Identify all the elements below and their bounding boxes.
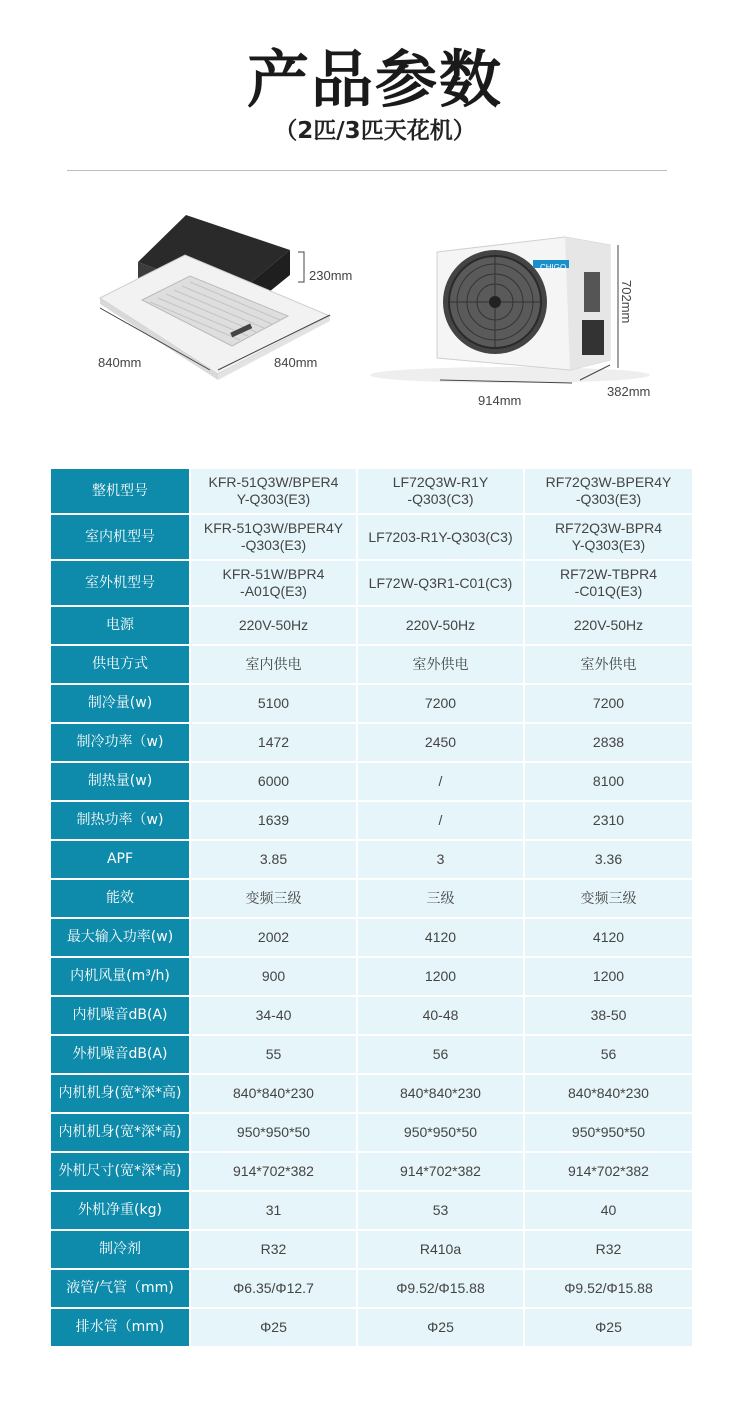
table-cell: 室外供电 bbox=[358, 646, 525, 683]
table-cell: RF72Q3W-BPER4Y -Q303(E3) bbox=[525, 469, 692, 513]
row-label: 内机机身(宽*深*高) bbox=[51, 1075, 191, 1112]
row-label: 制热功率（w) bbox=[51, 802, 191, 839]
indoor-height-label: 230mm bbox=[309, 268, 353, 283]
row-label: 制冷功率（w) bbox=[51, 724, 191, 761]
row-label: 外机尺寸(宽*深*高) bbox=[51, 1153, 191, 1190]
table-cell: 840*840*230 bbox=[525, 1075, 692, 1112]
table-cell: KFR-51Q3W/BPER4 Y-Q303(E3) bbox=[191, 469, 358, 513]
table-cell: 1200 bbox=[525, 958, 692, 995]
table-cell: R32 bbox=[525, 1231, 692, 1268]
table-row bbox=[51, 1036, 692, 1073]
table-cell: 950*950*50 bbox=[525, 1114, 692, 1151]
table-cell: 2450 bbox=[358, 724, 525, 761]
table-cell: 3 bbox=[358, 841, 525, 878]
table-cell: 3.85 bbox=[191, 841, 358, 878]
product-illustration-area bbox=[0, 190, 750, 420]
row-label: 制热量(w) bbox=[51, 763, 191, 800]
row-label: 室外机型号 bbox=[51, 561, 191, 605]
table-cell: 38-50 bbox=[525, 997, 692, 1034]
spec-table bbox=[51, 467, 692, 1348]
row-label: 外机净重(kg) bbox=[51, 1192, 191, 1229]
table-cell: 900 bbox=[191, 958, 358, 995]
table-cell: 950*950*50 bbox=[191, 1114, 358, 1151]
table-cell: 914*702*382 bbox=[191, 1153, 358, 1190]
table-cell: 室内供电 bbox=[191, 646, 358, 683]
table-cell: 变频三级 bbox=[525, 880, 692, 917]
table-row bbox=[51, 802, 692, 839]
table-cell: 变频三级 bbox=[191, 880, 358, 917]
row-label: APF bbox=[51, 841, 191, 878]
table-row bbox=[51, 763, 692, 800]
table-cell: 950*950*50 bbox=[358, 1114, 525, 1151]
table-cell: 8100 bbox=[525, 763, 692, 800]
table-cell: 6000 bbox=[191, 763, 358, 800]
table-cell: 31 bbox=[191, 1192, 358, 1229]
table-row bbox=[51, 469, 692, 513]
table-cell: / bbox=[358, 802, 525, 839]
table-cell: 840*840*230 bbox=[191, 1075, 358, 1112]
table-row bbox=[51, 841, 692, 878]
table-cell: 56 bbox=[358, 1036, 525, 1073]
table-cell: Φ6.35/Φ12.7 bbox=[191, 1270, 358, 1307]
row-label: 液管/气管（mm) bbox=[51, 1270, 191, 1307]
table-cell: 56 bbox=[525, 1036, 692, 1073]
table-cell: / bbox=[358, 763, 525, 800]
row-label: 制冷量(w) bbox=[51, 685, 191, 722]
row-label: 整机型号 bbox=[51, 469, 191, 513]
table-cell: KFR-51W/BPR4 -A01Q(E3) bbox=[191, 561, 358, 605]
table-cell: R410a bbox=[358, 1231, 525, 1268]
page-title: 产品参数 bbox=[246, 43, 503, 116]
table-cell: Φ25 bbox=[358, 1309, 525, 1346]
table-cell: 220V-50Hz bbox=[525, 607, 692, 644]
table-cell: 34-40 bbox=[191, 997, 358, 1034]
table-cell: 1639 bbox=[191, 802, 358, 839]
table-cell: 2002 bbox=[191, 919, 358, 956]
outdoor-height-label: 702mm bbox=[619, 280, 634, 324]
table-row bbox=[51, 919, 692, 956]
table-cell: 914*702*382 bbox=[358, 1153, 525, 1190]
row-label: 室内机型号 bbox=[51, 515, 191, 559]
table-row bbox=[51, 607, 692, 644]
page-subtitle: （2匹/3匹天花机） bbox=[274, 118, 476, 144]
table-cell: 3.36 bbox=[525, 841, 692, 878]
table-cell: 220V-50Hz bbox=[191, 607, 358, 644]
row-label: 排水管（mm) bbox=[51, 1309, 191, 1346]
table-cell: 914*702*382 bbox=[525, 1153, 692, 1190]
table-cell: Φ25 bbox=[525, 1309, 692, 1346]
table-cell: LF72Q3W-R1Y -Q303(C3) bbox=[358, 469, 525, 513]
table-cell: 53 bbox=[358, 1192, 525, 1229]
table-cell: 三级 bbox=[358, 880, 525, 917]
table-cell: 40-48 bbox=[358, 997, 525, 1034]
row-label: 外机噪音dB(A) bbox=[51, 1036, 191, 1073]
table-row bbox=[51, 1270, 692, 1307]
table-cell: 2838 bbox=[525, 724, 692, 761]
spec-table-body bbox=[51, 469, 692, 1346]
table-row bbox=[51, 1153, 692, 1190]
outdoor-brand-label: CHIGO bbox=[540, 263, 567, 272]
table-cell: RF72W-TBPR4 -C01Q(E3) bbox=[525, 561, 692, 605]
table-cell: 7200 bbox=[525, 685, 692, 722]
indoor-width-right-label: 840mm bbox=[274, 355, 318, 370]
table-cell: Φ25 bbox=[191, 1309, 358, 1346]
table-cell: 1200 bbox=[358, 958, 525, 995]
table-cell: KFR-51Q3W/BPER4Y -Q303(E3) bbox=[191, 515, 358, 559]
row-label: 内机噪音dB(A) bbox=[51, 997, 191, 1034]
table-row bbox=[51, 1114, 692, 1151]
table-row bbox=[51, 1075, 692, 1112]
table-cell: R32 bbox=[191, 1231, 358, 1268]
table-row bbox=[51, 880, 692, 917]
table-row bbox=[51, 724, 692, 761]
outdoor-width-label: 914mm bbox=[478, 393, 522, 408]
row-label: 内机风量(m³/h) bbox=[51, 958, 191, 995]
table-cell: LF72W-Q3R1-C01(C3) bbox=[358, 561, 525, 605]
outdoor-depth-label: 382mm bbox=[607, 384, 651, 399]
table-cell: 4120 bbox=[525, 919, 692, 956]
row-label: 电源 bbox=[51, 607, 191, 644]
table-cell: 840*840*230 bbox=[358, 1075, 525, 1112]
table-cell: 7200 bbox=[358, 685, 525, 722]
table-cell: Φ9.52/Φ15.88 bbox=[358, 1270, 525, 1307]
table-row bbox=[51, 1309, 692, 1346]
table-cell: 1472 bbox=[191, 724, 358, 761]
table-cell: Φ9.52/Φ15.88 bbox=[525, 1270, 692, 1307]
table-cell: 55 bbox=[191, 1036, 358, 1073]
table-cell: 4120 bbox=[358, 919, 525, 956]
table-row bbox=[51, 685, 692, 722]
row-label: 最大输入功率(w) bbox=[51, 919, 191, 956]
row-label: 供电方式 bbox=[51, 646, 191, 683]
table-cell: 2310 bbox=[525, 802, 692, 839]
table-cell: RF72Q3W-BPR4 Y-Q303(E3) bbox=[525, 515, 692, 559]
table-cell: 5100 bbox=[191, 685, 358, 722]
table-cell: LF7203-R1Y-Q303(C3) bbox=[358, 515, 525, 559]
table-row bbox=[51, 997, 692, 1034]
indoor-width-left-label: 840mm bbox=[98, 355, 142, 370]
table-row bbox=[51, 561, 692, 605]
table-row bbox=[51, 646, 692, 683]
table-row bbox=[51, 1192, 692, 1229]
table-row bbox=[51, 515, 692, 559]
table-cell: 40 bbox=[525, 1192, 692, 1229]
row-label: 能效 bbox=[51, 880, 191, 917]
table-cell: 室外供电 bbox=[525, 646, 692, 683]
row-label: 内机机身(宽*深*高) bbox=[51, 1114, 191, 1151]
table-row bbox=[51, 1231, 692, 1268]
row-label: 制冷剂 bbox=[51, 1231, 191, 1268]
table-row bbox=[51, 958, 692, 995]
table-cell: 220V-50Hz bbox=[358, 607, 525, 644]
divider bbox=[67, 170, 667, 171]
